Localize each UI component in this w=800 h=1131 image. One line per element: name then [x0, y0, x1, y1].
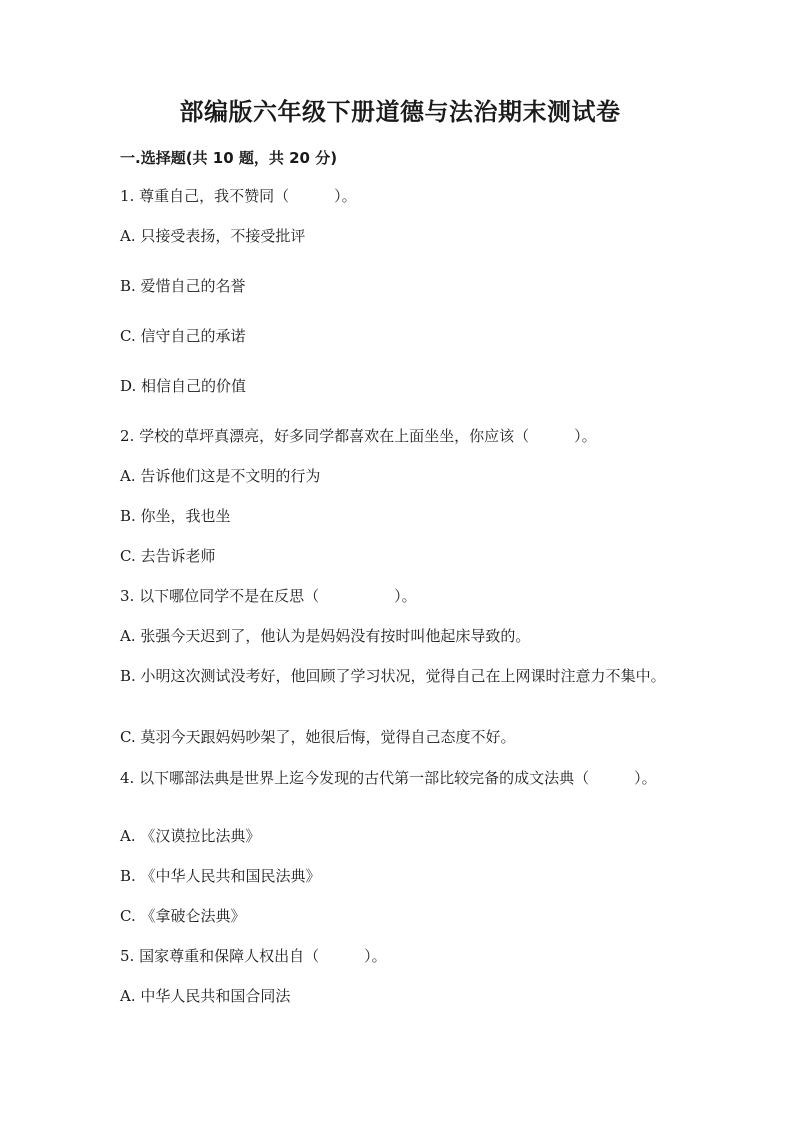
question-stem: 1. 尊重自己，我不赞同（ ）。 [120, 187, 357, 205]
answer-option: A. 中华人民共和国合同法 [120, 987, 291, 1005]
answer-option: B. 爱惜自己的名誉 [120, 277, 246, 295]
answer-option: B. 你坐，我也坐 [120, 507, 231, 525]
answer-option: C. 莫羽今天跟妈妈吵架了，她很后悔，觉得自己态度不好。 [120, 728, 516, 746]
page-title: 部编版六年级下册道德与法治期末测试卷 [179, 98, 621, 126]
answer-option: B. 小明这次测试没考好，他回顾了学习状况，觉得自己在上网课时注意力不集中。 [120, 667, 666, 685]
answer-option: A. 张强今天迟到了，他认为是妈妈没有按时叫他起床导致的。 [120, 627, 531, 645]
answer-option: D. 相信自己的价值 [120, 377, 247, 395]
question-stem: 5. 国家尊重和保障人权出自（ ）。 [120, 947, 387, 965]
answer-option: C. 信守自己的承诺 [120, 327, 246, 345]
question-stem: 2. 学校的草坪真漂亮，好多同学都喜欢在上面坐坐，你应该（ ）。 [120, 427, 597, 445]
answer-option: A. 告诉他们这是不文明的行为 [120, 467, 321, 485]
answer-option: B. 《中华人民共和国民法典》 [120, 867, 321, 885]
section-heading: 一.选择题(共 10 题，共 20 分) [120, 149, 338, 167]
answer-option: A. 只接受表扬，不接受批评 [120, 227, 306, 245]
answer-option: A. 《汉谟拉比法典》 [120, 827, 261, 845]
question-stem: 4. 以下哪部法典是世界上迄今发现的古代第一部比较完备的成文法典（ ）。 [120, 769, 657, 787]
answer-option: C. 去告诉老师 [120, 547, 216, 565]
question-stem: 3. 以下哪位同学不是在反思（ ）。 [120, 587, 417, 605]
answer-option: C. 《拿破仑法典》 [120, 907, 246, 925]
